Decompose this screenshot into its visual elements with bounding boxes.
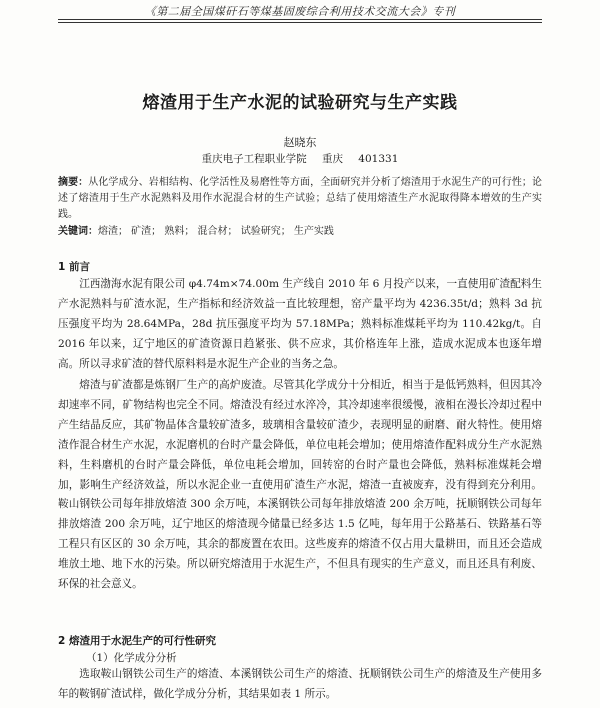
section-2-1-paragraph-1: 选取鞍山钢铁公司生产的熔渣、本溪钢铁公司生产的熔渣、抚顺钢铁公司生产的熔渣及生产使用多年的鞍钢矿渣试样，做化学成分分析，其结果如表 1 所示。	[58, 668, 542, 700]
section-2-1-heading: （1）化学成分分析	[86, 652, 177, 664]
article-title: 熔渣用于生产水泥的试验研究与生产实践	[142, 93, 458, 113]
author-name: 赵晓东	[283, 136, 317, 149]
section-1-paragraph-2: 熔渣与矿渣都是炼钢厂生产的高炉废渣。尽管其化学成分十分相近，相当于是低钙熟料，但因其冷却速率不同，矿物结构也完全不同。熔渣没有经过水淬冷，其冷却速率很缓慢，液相在漫长冷却过程中产生结晶反应，其矿物晶体含量较矿渣多，玻璃相含量较矿渣少，表现明显的耐磨、耐火特性。使用熔渣作混合材生产水泥，水泥磨机的台时产量会降低，单位电耗会增加；使用熔渣作配料成分生产水泥熟料，生料磨机的台时产量会降低，单位电耗会增加，回转窑的台时产量也会降低，熟料标准煤耗会增加，影响生产经济效益，所以水泥企业一直使用矿渣生产水泥，熔渣一直被废弃，没有得到充分利用。鞍山钢铁公司每年排放熔渣 300 余万吨，本溪钢铁公司每年排放熔渣 200 余万吨，抚顺钢铁公司每年排放熔渣 200 余万吨，辽宁地区的熔渣现今储量已经多达 1.5 亿吨，每年用于公路基石、铁路基石等工程只有区区的 30 余万吨，其余的都废置在农田。这些废弃的熔渣不仅占用大量耕田，而且还会造成堆放土地、地下水的污染。所以研究熔渣用于水泥生产，不但具有现实的生产意义，而且还具有利废、环保的社会意义。	[58, 379, 542, 591]
keywords	[58, 224, 542, 240]
affiliation-city: 重庆	[321, 153, 343, 165]
affiliation-institution: 重庆电子工程职业学院	[201, 153, 307, 165]
abstract-label: 摘要：	[58, 177, 89, 188]
section-1-heading: 1 前言	[58, 261, 90, 273]
section-2-heading: 2 熔渣用于水泥生产的可行性研究	[58, 635, 216, 647]
header-rule-top	[58, 19, 542, 20]
keywords-label: 关键词：	[58, 226, 98, 237]
running-header: 《第二届全国煤矸石等煤基固废综合利用技术交流大会》专刊	[144, 5, 456, 18]
author-affiliation	[0, 151, 600, 166]
header-rule-bottom	[58, 22, 542, 23]
abstract	[58, 175, 542, 223]
affiliation-postcode: 401331	[358, 153, 399, 165]
abstract-text: 从化学成分、岩相结构、化学活性及易磨性等方面，全面研究并分析了熔渣用于水泥生产的可行性；论述了熔渣用于生产水泥熟料及用作水泥混合材的生产试验；总结了使用熔渣生产水泥取得降本增效的生产实践。	[58, 177, 543, 220]
section-1-paragraph-1: 江西渤海水泥有限公司 φ4.74m×74.00m 生产线自 2010 年 6 月投产以来，一直使用矿渣配料生产水泥熟料与矿渣水泥，生产指标和经济效益一直比较理想，窑产量平均为 4236.35t/d；熟料 3d 抗压强度平均为 28.64MPa，28d 抗压强度平均为 57.18MPa；熟料标准煤耗平均为 110.42kg/t。自 2016 年以来，辽宁地区的矿渣资源日趋紧张、供不应求，其价格连年上涨，造成水泥成本也逐年增高。所以寻求矿渣的替代原料料是水泥生产企业的当务之急。	[58, 278, 542, 370]
keywords-text: 熔渣； 矿渣； 熟料； 混合材； 试验研究； 生产实践	[98, 226, 334, 237]
